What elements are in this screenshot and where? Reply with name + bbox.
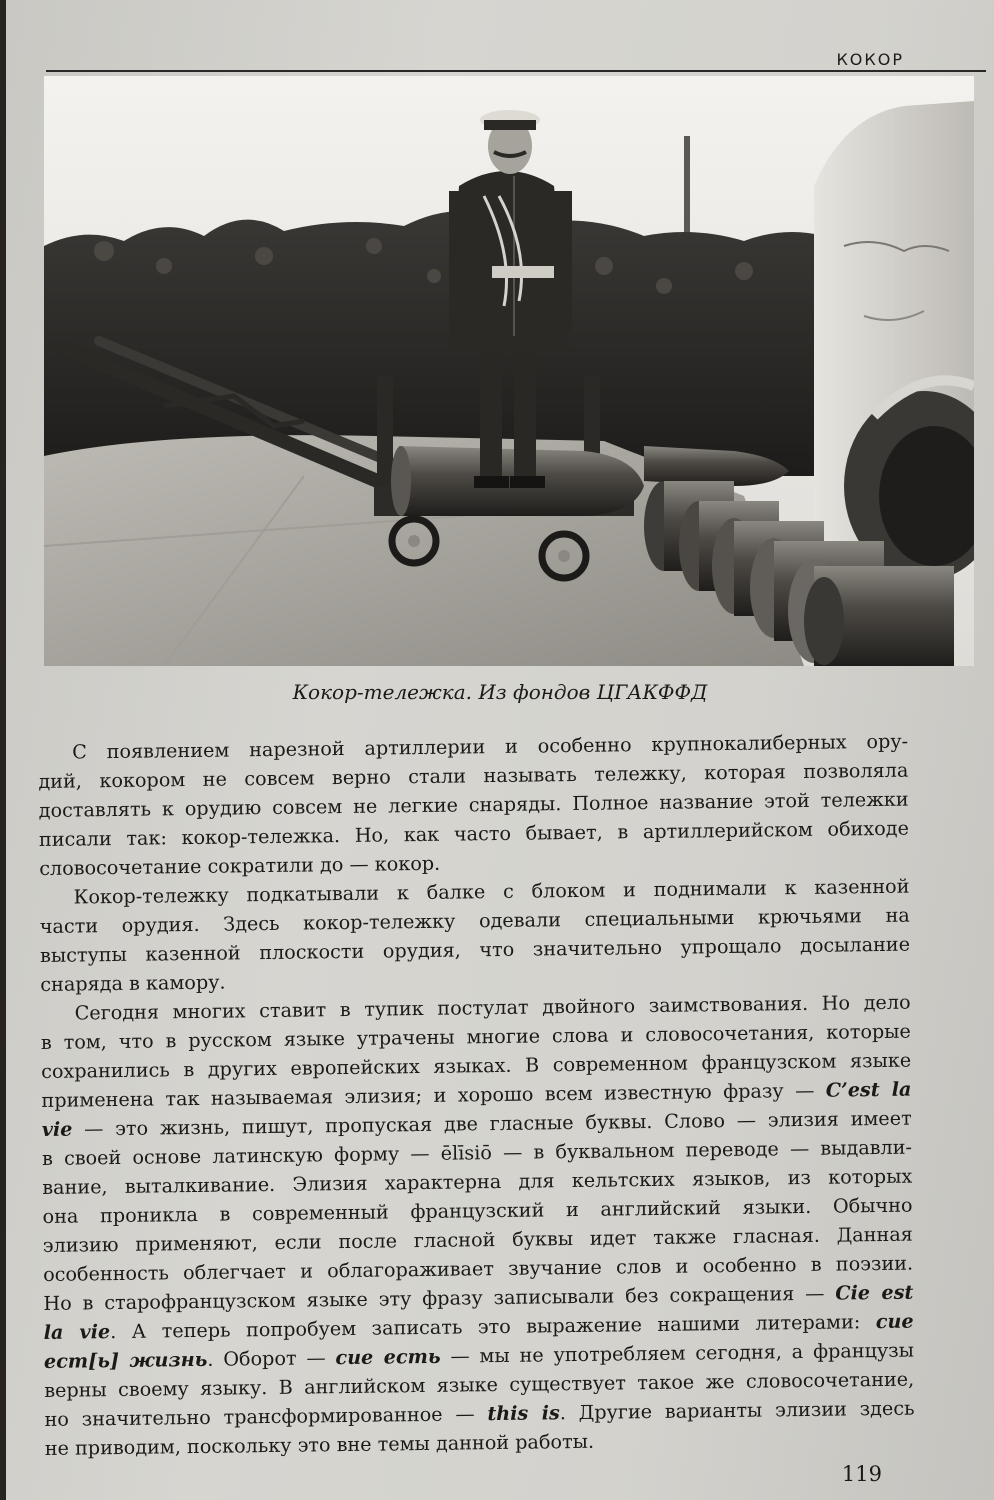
emphasis-russian-word: сие <box>875 1309 914 1334</box>
text-line: писали так: кокор-тележка. Но, как часто бывает, в артиллерийском обиходе <box>38 816 910 851</box>
text-line: доставлять к орудию совсем не легкие снаряды. Полное название этой тележки <box>38 787 909 822</box>
emphasis-russian-phrase: ест[ь] жизнь <box>43 1347 208 1373</box>
text-line: верны своему языку. В английском языке существует такое же словосочетание, <box>44 1367 915 1402</box>
text-fragment: . А теперь попробуем записать это выражение нашими литерами: <box>110 1310 876 1344</box>
text-line: словосочетание сократили до — кокор. <box>39 851 441 880</box>
text-line: в своей основе латинскую форму — ēlīsiō — в буквальном переводе — выдавли- <box>41 1135 913 1170</box>
paragraph-3 <box>41 988 915 1463</box>
emphasis-english-phrase: this is <box>487 1401 560 1426</box>
paragraph-2 <box>39 872 910 999</box>
page-number: 119 <box>841 1462 882 1486</box>
emphasis-french-word: vie <box>41 1117 73 1141</box>
text-fragment: применена так называемая элизия; и хорошо всем известную фразу — <box>41 1078 826 1112</box>
text-fragment: — это жизнь, пишут, пропуская две гласные буквы. Слово — элизия имеет <box>72 1106 912 1141</box>
text-line: Сегодня многих ставит в тупик постулат двойного заимствования. Но дело <box>74 990 911 1025</box>
emphasis-russian-phrase-2: сие есть <box>335 1344 441 1370</box>
text-line: дий, кокором не совсем верно стали называть тележку, которая позволяла <box>38 758 909 793</box>
text-fragment: Но в старофранцузском языке эту фразу записывали без сокращения — <box>43 1281 836 1315</box>
figure-caption: Кокор-тележка. Из фондов ЦГАКФФД <box>292 680 708 704</box>
emphasis-old-french-word: la vie <box>43 1320 111 1344</box>
text-fragment: но значительно трансформированное — <box>44 1402 488 1431</box>
text-line: элизию применяют, если после гласной буквы идет также гласная. Данная <box>42 1222 913 1257</box>
archival-photograph <box>44 76 974 666</box>
text-line: части орудия. Здесь кокор-тележку одевали специальными крючьями на <box>39 903 910 938</box>
text-line: не приводим, поскольку это вне темы данной работы. <box>44 1429 595 1460</box>
emphasis-old-french-phrase: Cie est <box>835 1280 914 1305</box>
text-line: в том, что в русском языке утрачены многие слова и словосочетания, которые <box>40 1019 911 1054</box>
running-head <box>46 48 986 72</box>
text-line: выступы казенной плоскости орудия, что значительно упрощало досылание <box>39 932 911 967</box>
text-line: она проникла в современный французский и английский языки. Обычно <box>42 1193 913 1228</box>
text-line: снаряда в камору. <box>40 970 226 996</box>
paragraph-1 <box>38 727 909 883</box>
book-page <box>6 0 994 1500</box>
text-line: С появлением нарезной артиллерии и особенно крупнокалиберных ору- <box>72 729 909 764</box>
text-line: Кокор-тележку подкатывали к балке с блоком и поднимали к казенной <box>73 874 910 909</box>
text-fragment: . Оборот — <box>207 1346 336 1371</box>
text-line: особенность облегчает и облагораживает звучание слов и особенно в поэзии. <box>43 1251 914 1286</box>
text-fragment: . Другие варианты элизии здесь <box>559 1396 915 1425</box>
text-fragment: — мы не употребляем сегодня, а французы <box>440 1338 915 1368</box>
body-text <box>38 727 915 1463</box>
emphasis-french-phrase: C’est la <box>825 1077 912 1102</box>
text-line: вание, выталкивание. Элизия характерна для кельтских языков, из которых <box>42 1164 913 1199</box>
running-title: КОКОР <box>836 50 904 69</box>
text-line: сохранились в других европейских языках. В современном французском языке <box>41 1048 912 1083</box>
